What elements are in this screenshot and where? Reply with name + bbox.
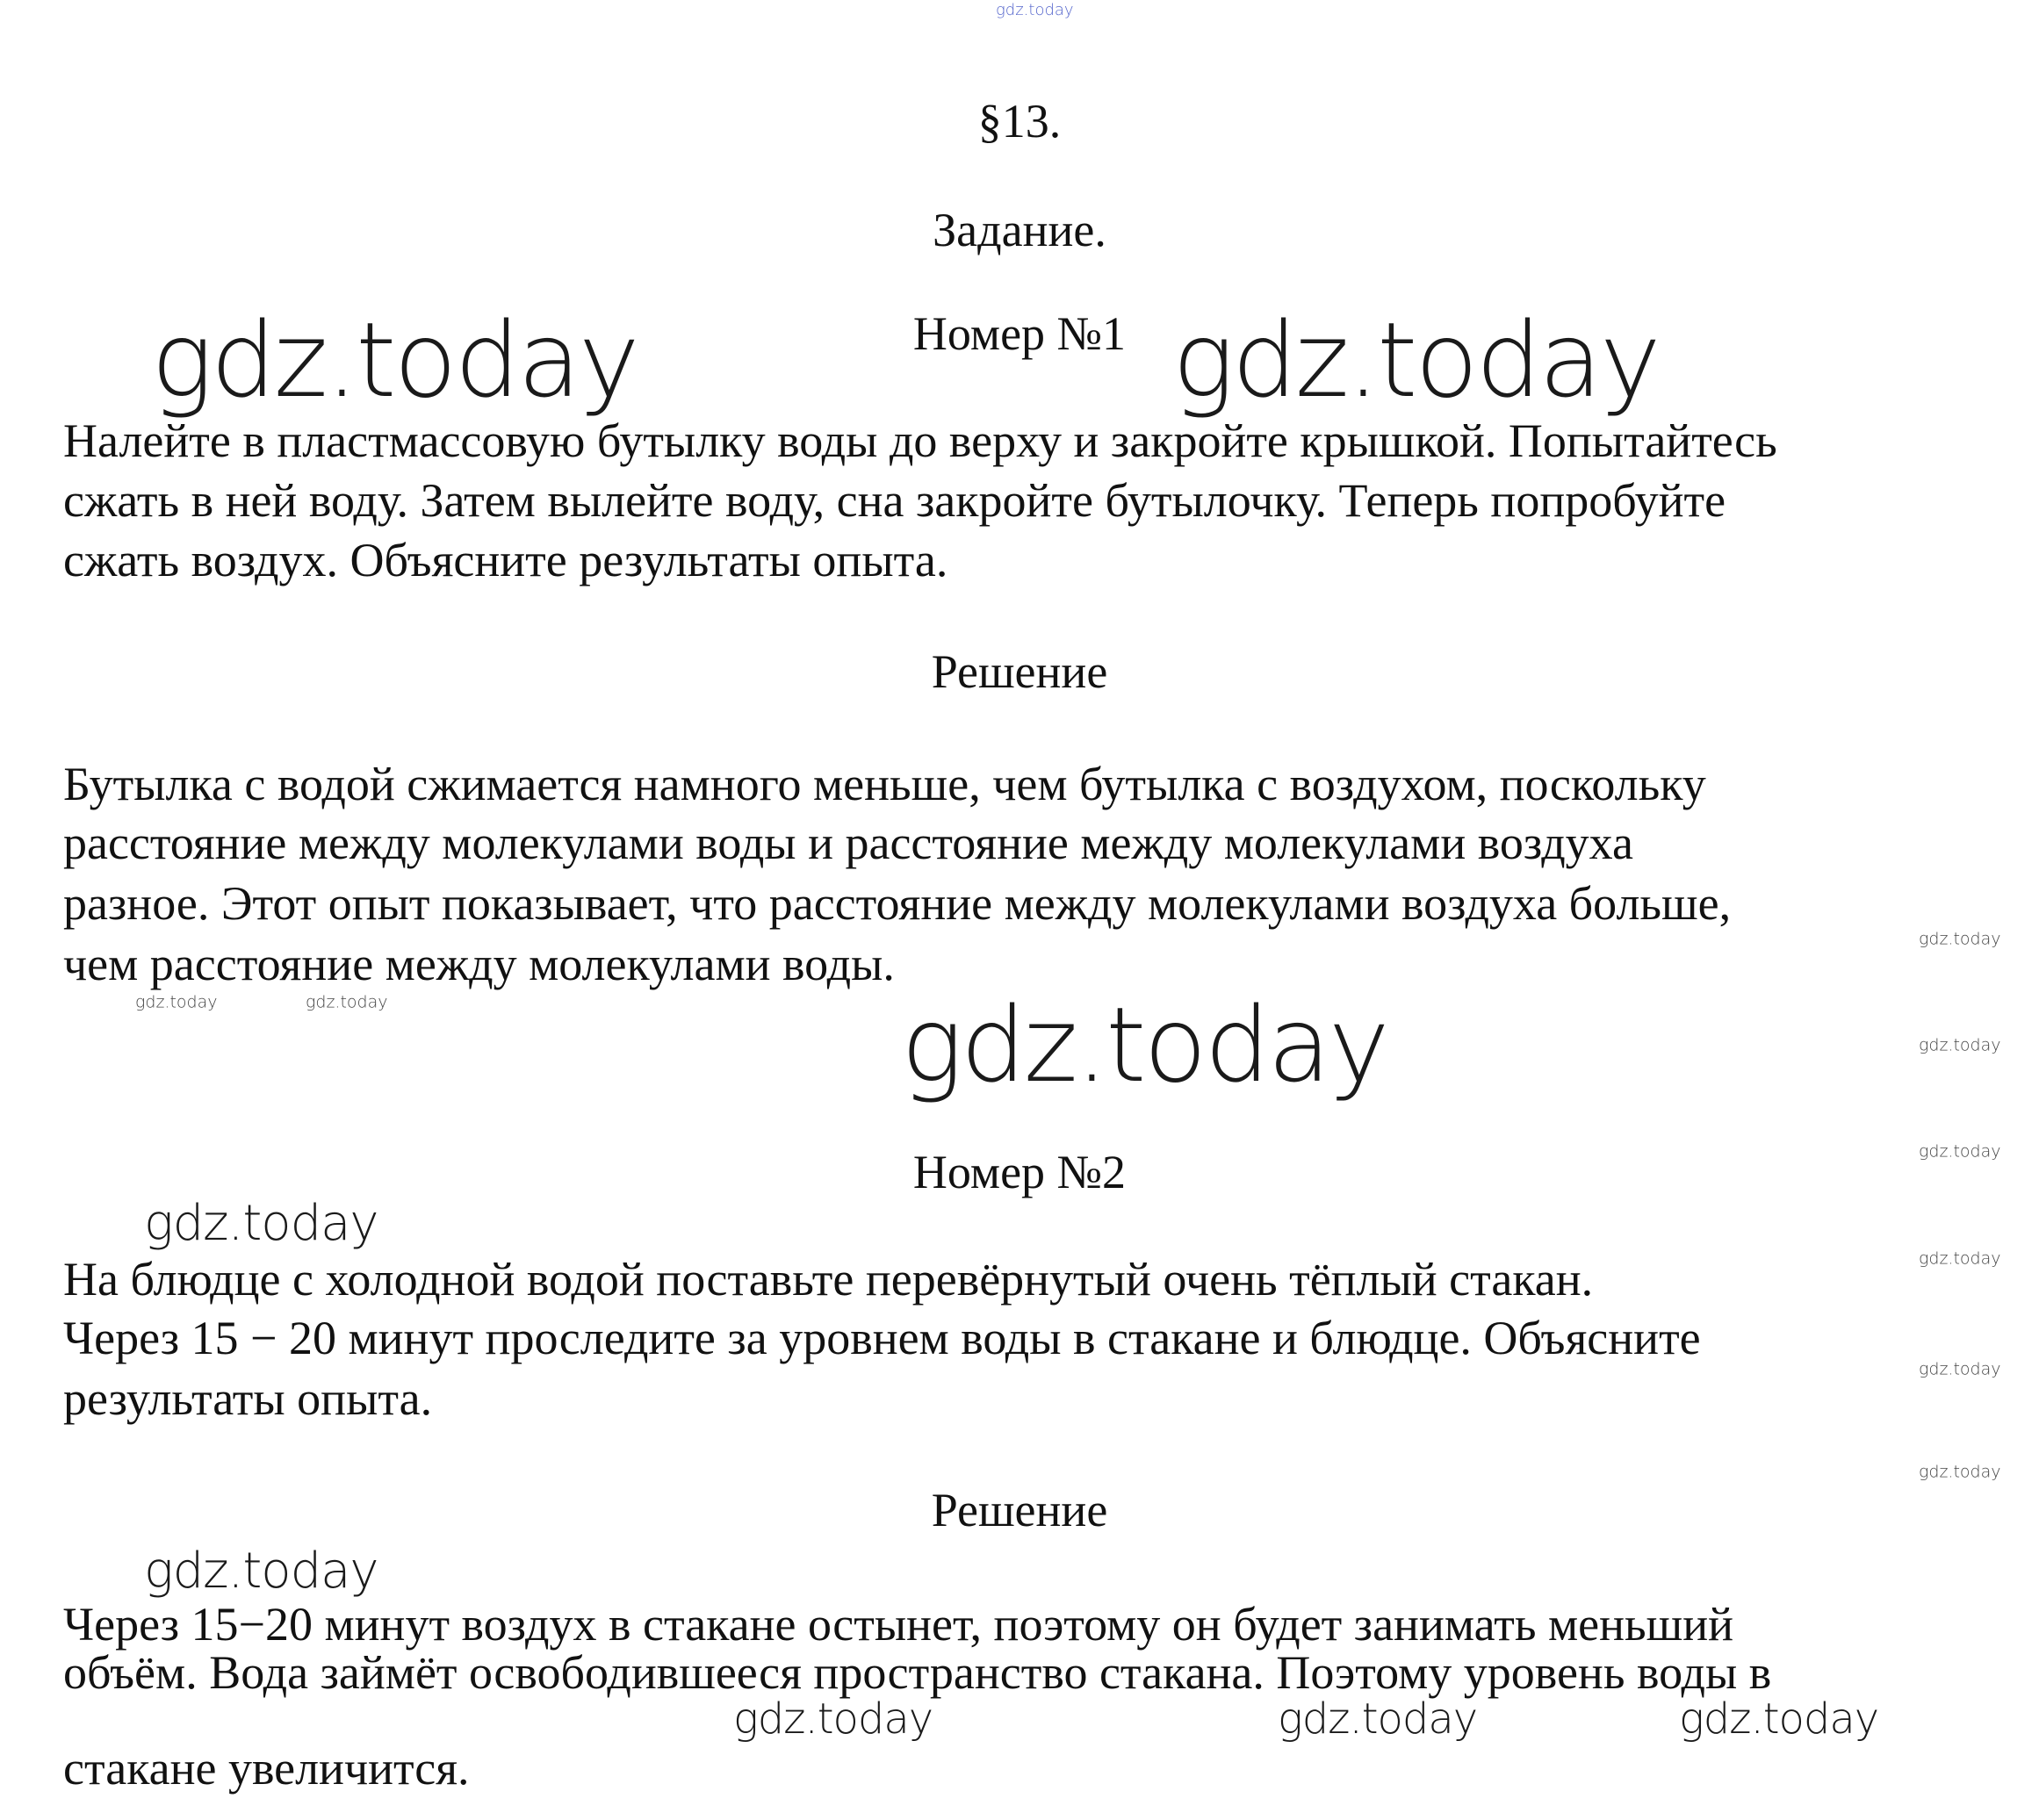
task2-solution-label: Решение: [931, 1484, 1108, 1536]
task2-text-line: Через 15 − 20 минут проследите за уровнем воды в стакане и блюдце. Объясните: [63, 1312, 1701, 1364]
task1-title: Номер №1: [912, 307, 1127, 360]
watermark-small: gdz.today: [1919, 1248, 2001, 1269]
watermark-medium: gdz.today: [733, 1694, 933, 1744]
watermark-top: gdz.today: [996, 1, 1074, 19]
watermark-large: gdz.today: [901, 984, 1387, 1105]
task2-text-line: На блюдце с холодной водой поставьте перевёрнутый очень тёплый стакан.: [63, 1253, 1594, 1306]
watermark-small: gdz.today: [1919, 1462, 2001, 1482]
task1-solution-label: Решение: [931, 645, 1108, 698]
watermark-small: gdz.today: [1919, 929, 2001, 949]
task-label: Задание.: [933, 204, 1106, 256]
watermark-small: gdz.today: [1919, 1035, 2001, 1055]
watermark-small: gdz.today: [1919, 1359, 2001, 1379]
watermark-large: gdz.today: [1172, 299, 1659, 421]
watermark-large: gdz.today: [151, 299, 638, 421]
task2-text-line: результаты опыта.: [63, 1372, 433, 1425]
task1-text-line: сжать воздух. Объясните результаты опыта.: [63, 534, 948, 586]
task1-text-line: сжать в ней воду. Затем вылейте воду, сна закройте бутылочку. Теперь попробуйте: [63, 474, 1726, 527]
task1-solution-line: Бутылка с водой сжимается намного меньше, чем бутылка с воздухом, поскольку: [63, 758, 1706, 810]
watermark-medium: gdz.today: [1278, 1694, 1478, 1744]
task2-solution-line: Через 15−20 минут воздух в стакане остынет, поэтому он будет занимать меньший: [63, 1598, 1733, 1651]
paragraph-heading: §13.: [977, 95, 1062, 147]
task1-text-line: Налейте в пластмассовую бутылку воды до верху и закройте крышкой. Попытайтесь: [63, 414, 1777, 467]
watermark-small: gdz.today: [1919, 1141, 2001, 1162]
task2-solution-line: стакане увеличится.: [63, 1742, 470, 1795]
watermark-small: gdz.today: [306, 992, 388, 1012]
task1-solution-line: разное. Этот опыт показывает, что расстояние между молекулами воздуха больше,: [63, 877, 1732, 930]
watermark-medium: gdz.today: [144, 1543, 378, 1600]
task2-solution-line: объём. Вода займёт освободившееся пространство стакана. Поэтому уровень воды в: [63, 1646, 1772, 1699]
task1-solution-line: чем расстояние между молекулами воды.: [63, 938, 895, 990]
watermark-medium: gdz.today: [1679, 1694, 1879, 1744]
task1-solution-line: расстояние между молекулами воды и расстояние между молекулами воздуха: [63, 816, 1633, 869]
watermark-medium: gdz.today: [144, 1195, 378, 1252]
watermark-small: gdz.today: [135, 992, 218, 1012]
task2-title: Номер №2: [912, 1146, 1127, 1198]
